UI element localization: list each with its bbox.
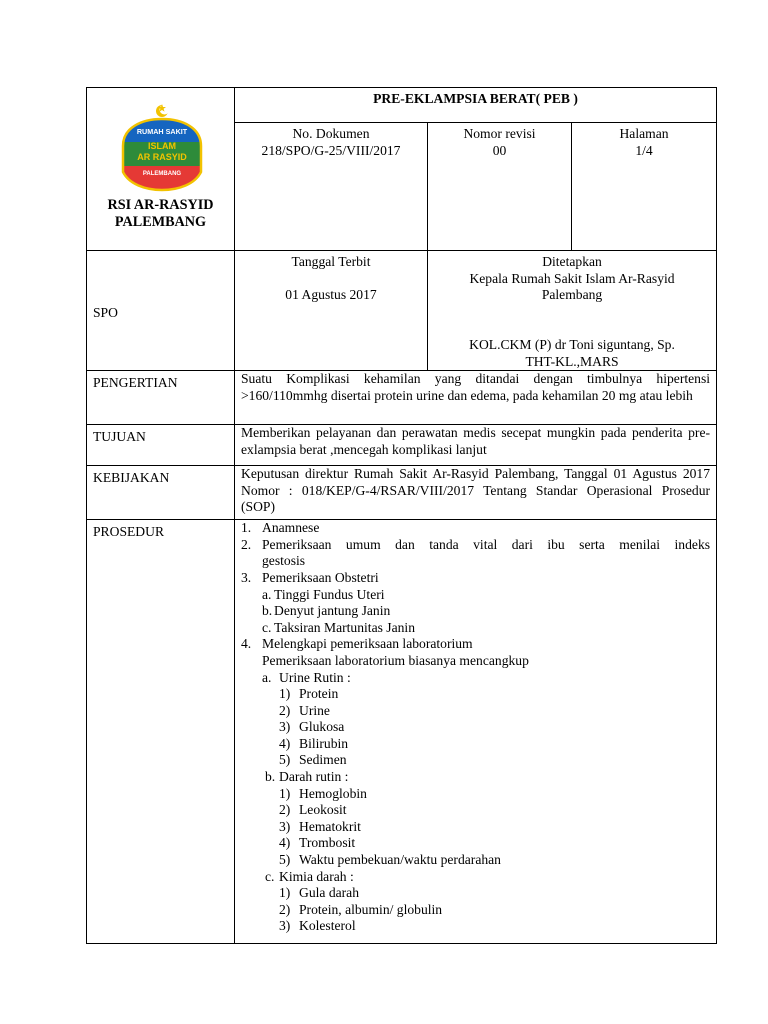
step-4a-item: 3) Glukosa bbox=[279, 719, 345, 735]
step-4c-item: 1) Gula darah bbox=[279, 885, 360, 901]
pengertian-text-cell bbox=[235, 371, 717, 425]
issue-date-label: Tanggal Terbit bbox=[291, 254, 371, 269]
tujuan-label-cell bbox=[87, 425, 235, 466]
step-4a-item: 1) Protein bbox=[279, 686, 339, 702]
doc-number-label: No. Dokumen bbox=[292, 126, 370, 141]
tujuan-text: Memberikan pelayanan dan perawatan medis secepat mungkin pada penderita pre-exlampsia berat ,mencegah komplikasi lanjut bbox=[241, 425, 711, 457]
spo-label: SPO bbox=[93, 305, 118, 320]
step-4a-item: 2) Urine bbox=[279, 702, 330, 718]
step-4c-item: 2) Protein, albumin/ globulin bbox=[279, 901, 443, 917]
prosedur-content-cell bbox=[235, 520, 717, 944]
step-4a-item: 4) Bilirubin bbox=[279, 735, 349, 751]
step-3a: a. Tinggi Fundus Uteri bbox=[262, 586, 385, 602]
kebijakan-text-cell bbox=[235, 466, 717, 520]
approval-cell bbox=[428, 251, 717, 371]
spo-label-cell bbox=[87, 251, 235, 371]
kebijakan-text: Keputusan direktur Rumah Sakit Ar-Rasyid Palembang, Tanggal 01 Agustus 2017 Nomor : 018/KEP/G-4/RSAR/VIII/2017 Tentang Standar Operasional Prosedur (SOP) bbox=[241, 466, 711, 515]
step-2: 2. Pemeriksaan umum dan tanda vital dari ibu serta menilai indeks bbox=[241, 536, 711, 552]
hospital-logo-cell bbox=[87, 88, 235, 251]
step-4b: b. Darah rutin : bbox=[265, 769, 349, 785]
revision-value: 00 bbox=[492, 142, 507, 158]
svg-text:ISLAM: ISLAM bbox=[148, 141, 176, 151]
step-3b: b. Denyut jantung Janin bbox=[262, 603, 391, 619]
tujuan-text-cell bbox=[235, 425, 717, 466]
revision-label: Nomor revisi bbox=[463, 126, 536, 141]
approved-label: Ditetapkan bbox=[542, 254, 602, 269]
doc-number-value: 218/SPO/G-25/VIII/2017 bbox=[261, 142, 401, 158]
prosedur-list bbox=[241, 520, 710, 935]
page-value: 1/4 bbox=[635, 142, 653, 158]
pengertian-label-cell bbox=[87, 371, 235, 425]
document-title: PRE-EKLAMPSIA BERAT( PEB ) bbox=[373, 91, 578, 106]
step-3c: c. Taksiran Martunitas Janin bbox=[262, 619, 415, 635]
approver-name-line2: THT-KL.,MARS bbox=[525, 353, 619, 369]
step-2-cont: gestosis bbox=[262, 553, 306, 569]
approver-title-line1: Kepala Rumah Sakit Islam Ar-Rasyid bbox=[469, 270, 675, 286]
step-3: 3. Pemeriksaan Obstetri bbox=[241, 569, 379, 585]
step-4: 4. Melengkapi pemeriksaan laboratorium bbox=[241, 636, 473, 652]
tujuan-label: TUJUAN bbox=[93, 429, 146, 445]
revision-cell bbox=[428, 123, 572, 251]
step-4a: a. Urine Rutin : bbox=[262, 669, 351, 685]
issue-date-value: 01 Agustus 2017 bbox=[285, 287, 377, 303]
hospital-logo bbox=[117, 102, 207, 198]
step-4c: c. Kimia darah : bbox=[265, 868, 354, 884]
approver-title-line2: Palembang bbox=[541, 287, 603, 303]
pengertian-label: PENGERTIAN bbox=[93, 375, 178, 391]
kebijakan-label-cell bbox=[87, 466, 235, 520]
step-4b-item: 4) Trombosit bbox=[279, 835, 356, 851]
prosedur-label: PROSEDUR bbox=[93, 524, 165, 540]
doc-number-cell bbox=[235, 123, 428, 251]
svg-text:AR RASYID: AR RASYID bbox=[137, 152, 187, 162]
kebijakan-label: KEBIJAKAN bbox=[93, 470, 170, 486]
page-cell bbox=[572, 123, 717, 251]
document-title-cell bbox=[235, 88, 717, 123]
step-4b-item: 5) Waktu pembekuan/waktu perdarahan bbox=[279, 852, 501, 868]
hospital-name: RSI AR-RASYID PALEMBANG bbox=[107, 197, 214, 230]
pengertian-text: Suatu Komplikasi kehamilan yang ditandai dengan timbulnya hipertensi >160/110mmhg disertai protein urine dan edema, pada kehamilan 20 mg atau lebih bbox=[241, 371, 711, 403]
spo-document-table bbox=[86, 87, 717, 944]
issue-date-cell bbox=[235, 251, 428, 371]
svg-text:PALEMBANG: PALEMBANG bbox=[142, 171, 182, 177]
approver-name-line1: KOL.CKM (P) dr Toni siguntang, Sp. bbox=[469, 336, 675, 352]
step-4c-item: 3) Kolesterol bbox=[279, 918, 356, 934]
step-4b-item: 2) Leokosit bbox=[279, 802, 347, 818]
hospital-seal-icon bbox=[117, 102, 207, 198]
page-label: Halaman bbox=[619, 126, 669, 141]
step-4b-item: 1) Hemoglobin bbox=[279, 785, 367, 801]
step-4b-item: 3) Hematokrit bbox=[279, 818, 361, 834]
prosedur-label-cell bbox=[87, 520, 235, 944]
step-4a-item: 5) Sedimen bbox=[279, 752, 347, 768]
step-1: 1. Anamnese bbox=[241, 520, 320, 536]
step-4-intro: Pemeriksaan laboratorium biasanya mencangkup bbox=[262, 652, 529, 668]
svg-text:RUMAH SAKIT: RUMAH SAKIT bbox=[136, 127, 188, 136]
